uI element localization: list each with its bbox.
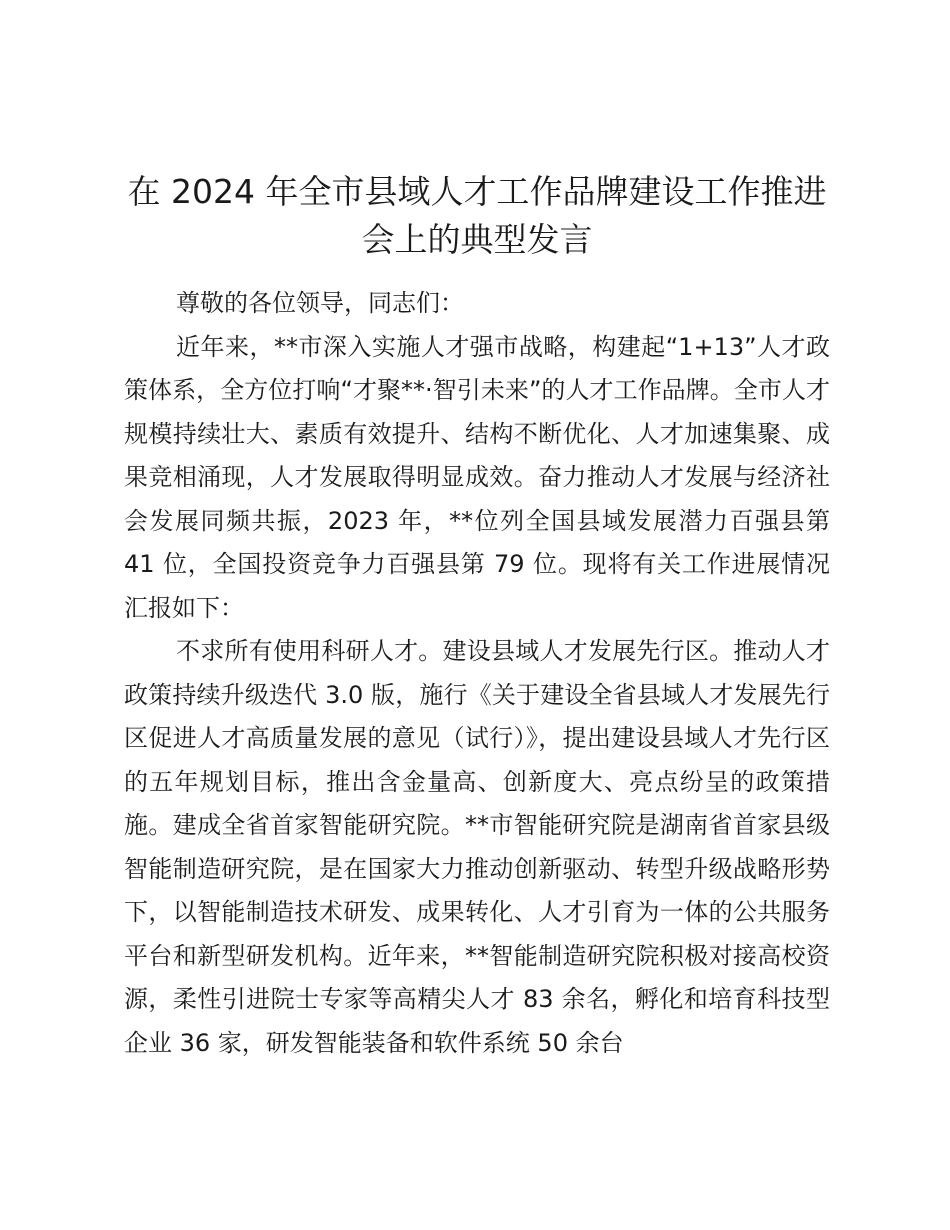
salutation: 尊敬的各位领导，同志们： — [176, 289, 464, 317]
paragraph: 近年来，**市深入实施人才强市战略，构建起“1+13”人才政策体系，全方位打响“才聚**·智引未来”的人才工作品牌。全市人才规模持续壮大、素质有效提升、结构不断优化、人才加速集聚、成果竞相涌现，人才发展取得明显成效。奋力推动人才发展与经济社会发展同频共振，2023 年，**位列全国县域发展潜力百强县第 41 位，全国投资竞争力百强县第 79 位。现将有关工作进展情况汇报如下： — [124, 332, 830, 622]
document-title: 在 2024 年全市县域人才工作品牌建设工作推进会上的典型发言 — [127, 172, 827, 259]
document-body — [124, 282, 830, 1065]
paragraph: 不求所有使用科研人才。建设县域人才发展先行区。推动人才政策持续升级迭代 3.0 版，施行《关于建设全省县域人才发展先行区促进人才高质量发展的意见（试行）》，提出建设县域人才先行区的五年规划目标，推出含金量高、创新度大、亮点纷呈的政策措施。建成全省首家智能研究院。**市智能研究院是湖南省首家县级智能制造研究院，是在国家大力推动创新驱动、转型升级战略形势下，以智能制造技术研发、成果转化、人才引育为一体的公共服务平台和新型研发机构。近年来，**智能制造研究院积极对接高校资源，柔性引进院士专家等高精尖人才 83 余名，孵化和培育科技型企业 36 家，研发智能装备和软件系统 50 余台 — [124, 637, 830, 1057]
